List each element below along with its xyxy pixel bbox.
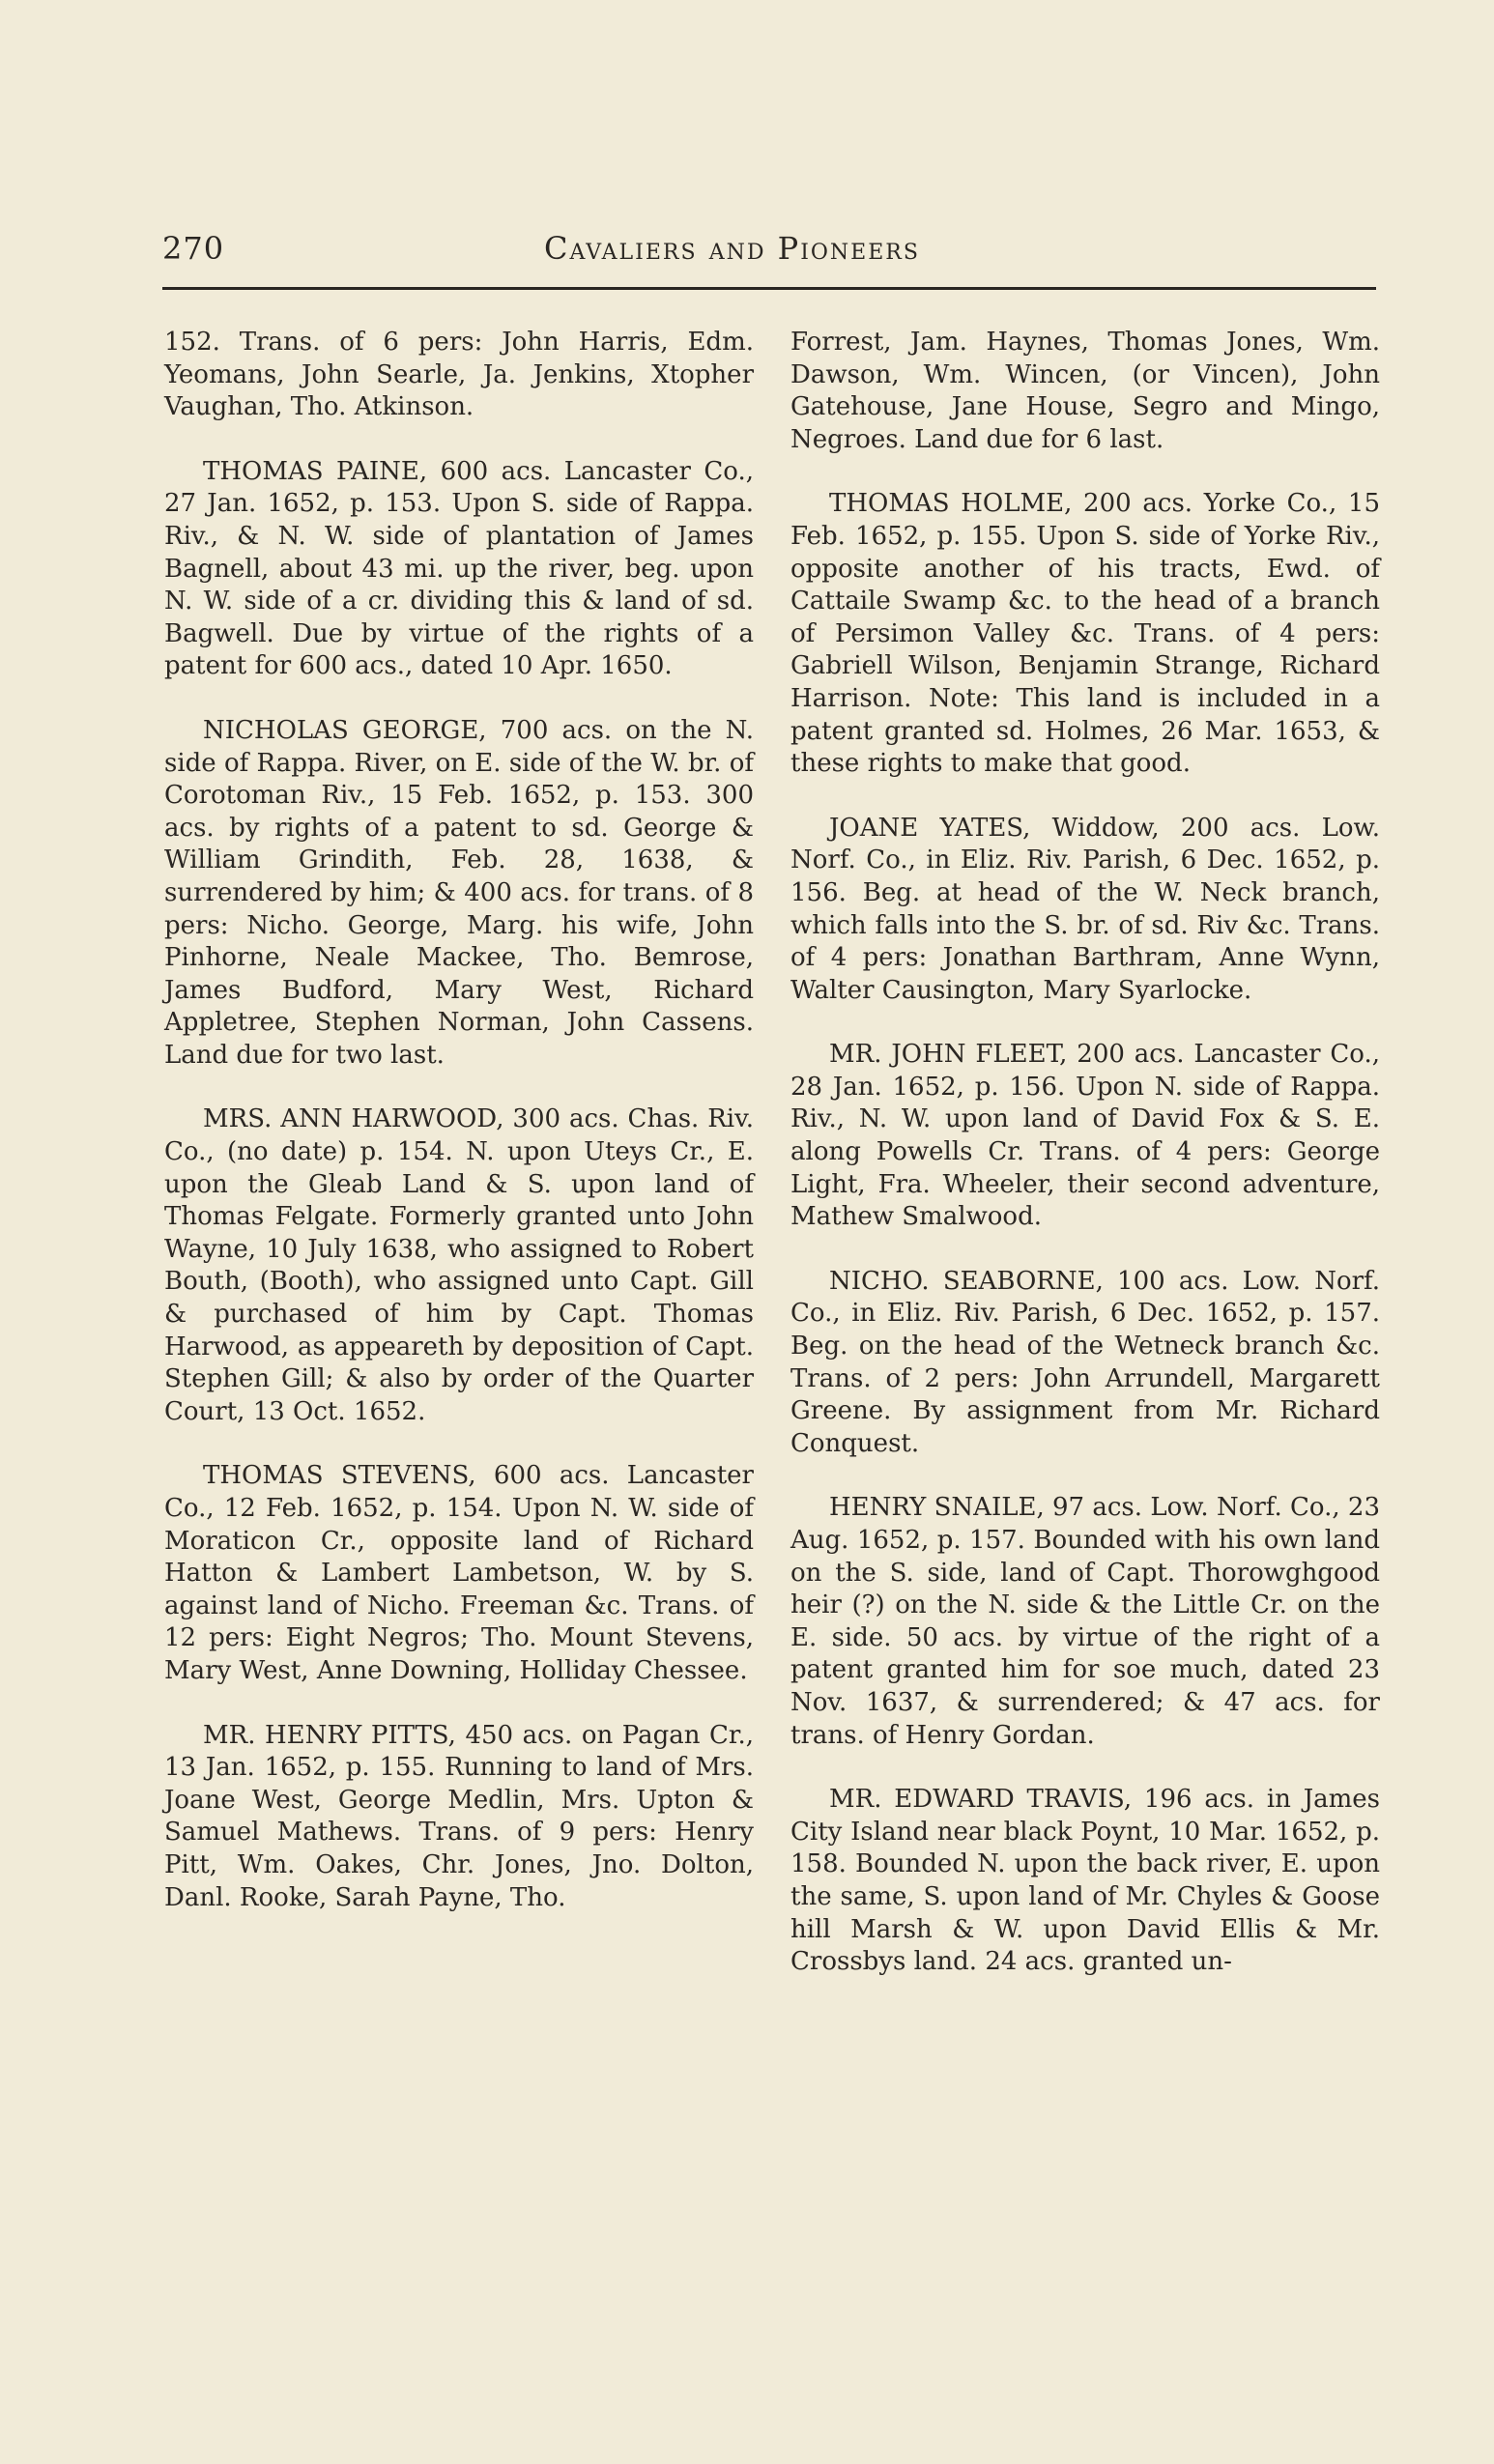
entry-thomas-paine: THOMAS PAINE, 600 acs. Lancaster Co., 27 Jan. 1652, p. 153. Upon S. side of Rappa. Riv., & N. W. side of plantation of James Bagnell, about 43 mi. up the river, beg. upon N. W. side of a cr. dividing this & land of sd. Bagwell. Due by virtue of the rights of a patent for 600 acs., dated 10 Apr. 1650. bbox=[164, 456, 754, 681]
page-number: 270 bbox=[162, 230, 225, 267]
entry-joane-yates: JOANE YATES, Widdow, 200 acs. Low. Norf. Co., in Eliz. Riv. Parish, 6 Dec. 1652, p. 156. Beg. at head of the W. Neck branch, which falls into the S. br. of sd. Riv &c. Trans. of 4 pers: Jonathan Barthram, Anne Wynn, Walter Causington, Mary Syarlocke. bbox=[790, 813, 1380, 1005]
entry-continued: Forrest, Jam. Haynes, Thomas Jones, Wm. Dawson, Wm. Wincen, (or Vincen), John Gatehouse, Jane House, Segro and Mingo, Negroes. Land due for 6 last. bbox=[790, 328, 1380, 454]
header-rule bbox=[162, 287, 1376, 290]
entry-continued: 152. Trans. of 6 pers: John Harris, Edm. Yeomans, John Searle, Ja. Jenkins, Xtopher Vaughan, Tho. Atkinson. bbox=[164, 328, 754, 422]
right-column bbox=[790, 327, 1380, 2011]
entry-thomas-stevens: THOMAS STEVENS, 600 acs. Lancaster Co., 12 Feb. 1652, p. 154. Upon N. W. side of Moraticon Cr., opposite land of Richard Hatton & Lambert Lambetson, W. by S. against land of Nicho. Freeman &c. Trans. of 12 pers: Eight Negros; Tho. Mount Stevens, Mary West, Anne Downing, Holliday Chessee. bbox=[164, 1461, 754, 1685]
page-title: Cavaliers and Pioneers bbox=[544, 230, 920, 267]
running-head bbox=[162, 230, 1376, 278]
entry-edward-travis: MR. EDWARD TRAVIS, 196 acs. in James City Island near black Poynt, 10 Mar. 1652, p. 158. Bounded N. upon the back river, E. upon the same, S. upon land of Mr. Chyles & Goose hill Marsh & W. upon David Ellis & Mr. Crossbys land. 24 acs. granted un- bbox=[790, 1785, 1380, 1977]
entry-john-fleet: MR. JOHN FLEET, 200 acs. Lancaster Co., 28 Jan. 1652, p. 156. Upon N. side of Rappa. Riv., N. W. upon land of David Fox & S. E. along Powells Cr. Trans. of 4 pers: George Light, Fra. Wheeler, their second adventure, Mathew Smalwood. bbox=[790, 1040, 1380, 1232]
entry-thomas-holme: THOMAS HOLME, 200 acs. Yorke Co., 15 Feb. 1652, p. 155. Upon S. side of Yorke Riv., opposite another of his tracts, Ewd. of Cattaile Swamp &c. to the head of a branch of Persimon Valley &c. Trans. of 4 pers: Gabriell Wilson, Benjamin Strange, Richard Harrison. Note: This land is included in a patent granted sd. Holmes, 26 Mar. 1653, & these rights to make that good. bbox=[790, 489, 1380, 779]
entry-ann-harwood: MRS. ANN HARWOOD, 300 acs. Chas. Riv. Co., (no date) p. 154. N. upon Uteys Cr., E. upon the Gleab Land & S. upon land of Thomas Felgate. Formerly granted unto John Wayne, 10 July 1638, who assigned to Robert Bouth, (Booth), who assigned unto Capt. Gill & purchased of him by Capt. Thomas Harwood, as appeareth by deposition of Capt. Stephen Gill; & also by order of the Quarter Court, 13 Oct. 1652. bbox=[164, 1104, 754, 1426]
left-column bbox=[164, 327, 754, 1946]
entry-nicholas-george: NICHOLAS GEORGE, 700 acs. on the N. side of Rappa. River, on E. side of the W. br. of Corotoman Riv., 15 Feb. 1652, p. 153. 300 acs. by rights of a patent to sd. George & William Grindith, Feb. 28, 1638, & surrendered by him; & 400 acs. for trans. of 8 pers: Nicho. George, Marg. his wife, John Pinhorne, Neale Mackee, Tho. Bemrose, James Budford, Mary West, Richard Appletree, Stephen Norman, John Cassens. Land due for two last. bbox=[164, 715, 754, 1070]
entry-henry-pitts: MR. HENRY PITTS, 450 acs. on Pagan Cr., 13 Jan. 1652, p. 155. Running to land of Mrs. Joane West, George Medlin, Mrs. Upton & Samuel Mathews. Trans. of 9 pers: Henry Pitt, Wm. Oakes, Chr. Jones, Jno. Dolton, Danl. Rooke, Sarah Payne, Tho. bbox=[164, 1720, 754, 1912]
entry-henry-snaile: HENRY SNAILE, 97 acs. Low. Norf. Co., 23 Aug. 1652, p. 157. Bounded with his own land on the S. side, land of Capt. Thorowghgood heir (?) on the N. side & the Little Cr. on the E. side. 50 acs. by virtue of the right of a patent granted him for soe much, dated 23 Nov. 1637, & surrendered; & 47 acs. for trans. of Henry Gordan. bbox=[790, 1493, 1380, 1750]
entry-nicho-seaborne: NICHO. SEABORNE, 100 acs. Low. Norf. Co., in Eliz. Riv. Parish, 6 Dec. 1652, p. 157. Beg. on the head of the Wetneck branch &c. Trans. of 2 pers: John Arrundell, Margarett Greene. By assignment from Mr. Richard Conquest. bbox=[790, 1266, 1380, 1458]
